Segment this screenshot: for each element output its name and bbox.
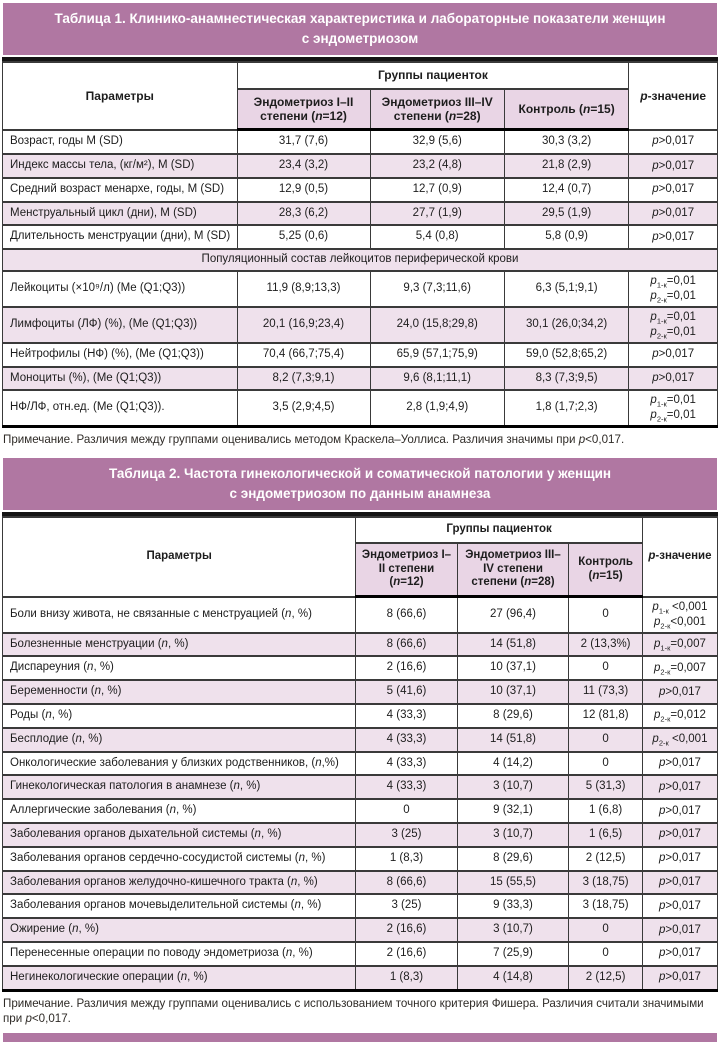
value-cell: 31,7 (7,6) (237, 130, 370, 154)
value-cell: 23,4 (3,2) (237, 154, 370, 178)
table2-title (3, 458, 717, 510)
table-row (3, 225, 718, 249)
value-cell: 8 (66,6) (356, 633, 458, 657)
param-cell: Заболевания органов сердечно-сосудистой системы (n, %) (3, 847, 356, 871)
params-header: Параметры (3, 517, 356, 597)
value-cell: 10 (37,1) (457, 680, 569, 704)
table1-title-line1: Таблица 1. Клинико-анамнестическая характеристика и лабораторные показатели женщин (54, 11, 666, 26)
table1-note: Примечание. Различия между группами оценивались методом Краскела–Уоллиса. Различия значимы при p<0,017. (3, 433, 625, 447)
table1-title (3, 3, 717, 55)
param-cell: Моноциты (%), (Me (Q1;Q3)) (3, 367, 238, 391)
table2-section (2, 458, 718, 1027)
param-cell: Гинекологическая патология в анамнезе (n, %) (3, 775, 356, 799)
param-cell: Диспареуния (n, %) (3, 656, 356, 680)
table2-title-line2: с эндометриозом по данным анамнеза (229, 485, 491, 501)
value-cell: 27 (96,4) (457, 597, 569, 633)
value-cell: 3 (18,75) (569, 894, 643, 918)
param-cell: Роды (n, %) (3, 704, 356, 728)
value-cell: 12 (81,8) (569, 704, 643, 728)
table-row (3, 271, 718, 307)
param-cell: Заболевания органов мочевыделительной системы (n, %) (3, 894, 356, 918)
group-col-2-header: Эндометриоз III–IV степени (n=28) (370, 89, 504, 130)
value-cell: 3 (18,75) (569, 871, 643, 895)
p-value-cell: p>0,017 (629, 178, 718, 202)
param-cell: Беременности (n, %) (3, 680, 356, 704)
p-value-header: p-значение (642, 517, 717, 597)
p-value-cell: p>0,017 (629, 154, 718, 178)
table-row (3, 847, 718, 871)
value-cell: 2 (12,5) (569, 966, 643, 990)
value-cell: 2,8 (1,9;4,9) (370, 390, 504, 426)
value-cell: 9,6 (8,1;11,1) (370, 367, 504, 391)
value-cell: 5,4 (0,8) (370, 225, 504, 249)
p-value-cell: p>0,017 (642, 894, 717, 918)
table-row (3, 130, 718, 154)
param-cell: Аллергические заболевания (n, %) (3, 799, 356, 823)
value-cell: 4 (33,3) (356, 775, 458, 799)
table-row (3, 680, 718, 704)
p-value-cell: p>0,017 (642, 966, 717, 990)
p-value-cell: p>0,017 (642, 847, 717, 871)
value-cell: 5,25 (0,6) (237, 225, 370, 249)
value-cell: 20,1 (16,9;23,4) (237, 307, 370, 343)
p-value-cell: $p_{2-к}=0,007$ (642, 656, 717, 680)
value-cell: 65,9 (57,1;75,9) (370, 343, 504, 367)
value-cell: 12,7 (0,9) (370, 178, 504, 202)
value-cell: 10 (37,1) (457, 656, 569, 680)
value-cell: 8,3 (7,3;9,5) (504, 367, 628, 391)
value-cell: 32,9 (5,6) (370, 130, 504, 154)
value-cell: 70,4 (66,7;75,4) (237, 343, 370, 367)
table-row (3, 942, 718, 966)
p-value-cell: p>0,017 (629, 202, 718, 226)
p-value-cell: $p_{2-к} <0,001$ (642, 728, 717, 752)
param-cell: Перенесенные операции по поводу эндометриоза (n, %) (3, 942, 356, 966)
p-value-cell: $p_{1-к}=0,01$ $p_{2-к}=0,01$ (629, 271, 718, 307)
value-cell: 0 (569, 728, 643, 752)
groups-header: Группы пациенток (356, 517, 643, 543)
value-cell: 2 (12,5) (569, 847, 643, 871)
value-cell: 3 (10,7) (457, 823, 569, 847)
table-row (3, 633, 718, 657)
param-cell: Нейтрофилы (НФ) (%), (Me (Q1;Q3)) (3, 343, 238, 367)
value-cell: 14 (51,8) (457, 633, 569, 657)
header-row-1 (3, 517, 718, 543)
table-row (3, 894, 718, 918)
p-value-cell: $p_{1-к} <0,001$ $p_{2-к}<0,001$ (642, 597, 717, 633)
table-row (3, 656, 718, 680)
value-cell: 8,2 (7,3;9,1) (237, 367, 370, 391)
value-cell: 8 (66,6) (356, 871, 458, 895)
p-value-cell: p>0,017 (642, 942, 717, 966)
value-cell: 29,5 (1,9) (504, 202, 628, 226)
value-cell: 6,3 (5,1;9,1) (504, 271, 628, 307)
table-row (3, 871, 718, 895)
value-cell: 21,8 (2,9) (504, 154, 628, 178)
value-cell: 3 (25) (356, 823, 458, 847)
p-value-cell: p>0,017 (642, 823, 717, 847)
table-row (3, 799, 718, 823)
value-cell: 11 (73,3) (569, 680, 643, 704)
value-cell: 9,3 (7,3;11,6) (370, 271, 504, 307)
table-row (3, 704, 718, 728)
table-row (3, 178, 718, 202)
group-col-1-header: Эндометриоз I–II степени (n=12) (356, 543, 458, 597)
value-cell: 24,0 (15,8;29,8) (370, 307, 504, 343)
value-cell: 5,8 (0,9) (504, 225, 628, 249)
value-cell: 30,1 (26,0;34,2) (504, 307, 628, 343)
value-cell: 30,3 (3,2) (504, 130, 628, 154)
param-cell: НФ/ЛФ, отн.ед. (Me (Q1;Q3)). (3, 390, 238, 426)
value-cell: 4 (14,2) (457, 752, 569, 776)
value-cell: 2 (13,3%) (569, 633, 643, 657)
p-value-cell: p>0,017 (642, 680, 717, 704)
value-cell: 3 (10,7) (457, 775, 569, 799)
group-col-2-header: Эндометриоз III–IV степени степени (n=28) (457, 543, 569, 597)
value-cell: 0 (569, 942, 643, 966)
section-gap (2, 448, 718, 458)
p-value-cell: $p_{1-к}=0,01$ $p_{2-к}=0,01$ (629, 307, 718, 343)
param-cell: Индекс массы тела, (кг/м²), M (SD) (3, 154, 238, 178)
section-header: Популяционный состав лейкоцитов периферической крови (3, 249, 718, 271)
table2 (2, 516, 718, 992)
value-cell: 1 (6,8) (569, 799, 643, 823)
table-row (3, 367, 718, 391)
value-cell: 4 (33,3) (356, 752, 458, 776)
value-cell: 5 (41,6) (356, 680, 458, 704)
table2-note: Примечание. Различия между группами оценивались с использованием точного критерия Фишера. Различия считали значимыми при p<0,017. (3, 996, 704, 1026)
p-value-cell: p>0,017 (642, 799, 717, 823)
value-cell: 11,9 (8,9;13,3) (237, 271, 370, 307)
header-row-1 (3, 62, 718, 88)
param-cell: Средний возраст менархе, годы, M (SD) (3, 178, 238, 202)
table-row (3, 752, 718, 776)
value-cell: 27,7 (1,9) (370, 202, 504, 226)
value-cell: 8 (66,6) (356, 597, 458, 633)
param-cell: Длительность менструации (дни), M (SD) (3, 225, 238, 249)
value-cell: 3,5 (2,9;4,5) (237, 390, 370, 426)
value-cell: 0 (569, 918, 643, 942)
group-col-3-header: Контроль (n=15) (569, 543, 643, 597)
value-cell: 8 (29,6) (457, 847, 569, 871)
table-row (3, 728, 718, 752)
bottom-accent-bar (3, 1033, 717, 1042)
value-cell: 4 (33,3) (356, 704, 458, 728)
value-cell: 3 (25) (356, 894, 458, 918)
table-row (3, 202, 718, 226)
param-cell: Лейкоциты (×10⁹/л) (Me (Q1;Q3)) (3, 271, 238, 307)
value-cell: 4 (14,8) (457, 966, 569, 990)
table1 (2, 61, 718, 428)
group-col-3-header: Контроль (n=15) (504, 89, 628, 130)
param-cell: Негинекологические операции (n, %) (3, 966, 356, 990)
p-value-cell: p>0,017 (629, 225, 718, 249)
param-cell: Ожирение (n, %) (3, 918, 356, 942)
param-cell: Онкологические заболевания у близких родственников, (n,%) (3, 752, 356, 776)
p-value-cell: p>0,017 (642, 775, 717, 799)
p-value-cell: p>0,017 (642, 918, 717, 942)
value-cell: 7 (25,9) (457, 942, 569, 966)
value-cell: 2 (16,6) (356, 918, 458, 942)
param-cell: Заболевания органов дыхательной системы (n, %) (3, 823, 356, 847)
value-cell: 9 (33,3) (457, 894, 569, 918)
value-cell: 59,0 (52,8;65,2) (504, 343, 628, 367)
params-header: Параметры (3, 62, 238, 130)
table-row (3, 390, 718, 426)
value-cell: 12,9 (0,5) (237, 178, 370, 202)
p-value-cell: p>0,017 (642, 752, 717, 776)
table-row (3, 823, 718, 847)
table1-section (2, 3, 718, 448)
value-cell: 1 (8,3) (356, 966, 458, 990)
param-cell: Лимфоциты (ЛФ) (%), (Me (Q1;Q3)) (3, 307, 238, 343)
table1-title-line2: с эндометриозом (301, 30, 419, 46)
value-cell: 3 (10,7) (457, 918, 569, 942)
value-cell: 0 (569, 597, 643, 633)
value-cell: 2 (16,6) (356, 942, 458, 966)
value-cell: 1 (8,3) (356, 847, 458, 871)
p-value-cell: p>0,017 (629, 130, 718, 154)
value-cell: 12,4 (0,7) (504, 178, 628, 202)
table2-title-line1: Таблица 2. Частота гинекологической и соматической патологии у женщин (108, 465, 612, 481)
p-value-cell: $p_{1-к}=0,01$ $p_{2-к}=0,01$ (629, 390, 718, 426)
table-row (3, 307, 718, 343)
section-row (3, 249, 718, 271)
param-cell: Болезненные менструации (n, %) (3, 633, 356, 657)
table-row (3, 918, 718, 942)
p-value-cell: p>0,017 (642, 871, 717, 895)
param-cell: Заболевания органов желудочно-кишечного тракта (n, %) (3, 871, 356, 895)
param-cell: Боли внизу живота, не связанные с менструацией (n, %) (3, 597, 356, 633)
table-row (3, 775, 718, 799)
table-row (3, 154, 718, 178)
value-cell: 9 (32,1) (457, 799, 569, 823)
table-row (3, 597, 718, 633)
group-col-1-header: Эндометриоз I–II степени (n=12) (237, 89, 370, 130)
groups-header: Группы пациенток (237, 62, 629, 88)
value-cell: 8 (29,6) (457, 704, 569, 728)
value-cell: 28,3 (6,2) (237, 202, 370, 226)
param-cell: Возраст, годы M (SD) (3, 130, 238, 154)
value-cell: 2 (16,6) (356, 656, 458, 680)
table-row (3, 343, 718, 367)
value-cell: 5 (31,3) (569, 775, 643, 799)
value-cell: 4 (33,3) (356, 728, 458, 752)
value-cell: 1 (6,5) (569, 823, 643, 847)
value-cell: 23,2 (4,8) (370, 154, 504, 178)
value-cell: 14 (51,8) (457, 728, 569, 752)
value-cell: 0 (569, 656, 643, 680)
p-value-cell: $p_{2-к}=0,012$ (642, 704, 717, 728)
p-value-header: p-значение (629, 62, 718, 130)
param-cell: Бесплодие (n, %) (3, 728, 356, 752)
value-cell: 0 (356, 799, 458, 823)
value-cell: 15 (55,5) (457, 871, 569, 895)
table-row (3, 966, 718, 990)
value-cell: 0 (569, 752, 643, 776)
p-value-cell: $p_{1-к}=0,007$ (642, 633, 717, 657)
value-cell: 1,8 (1,7;2,3) (504, 390, 628, 426)
p-value-cell: p>0,017 (629, 367, 718, 391)
p-value-cell: p>0,017 (629, 343, 718, 367)
param-cell: Менструальный цикл (дни), M (SD) (3, 202, 238, 226)
